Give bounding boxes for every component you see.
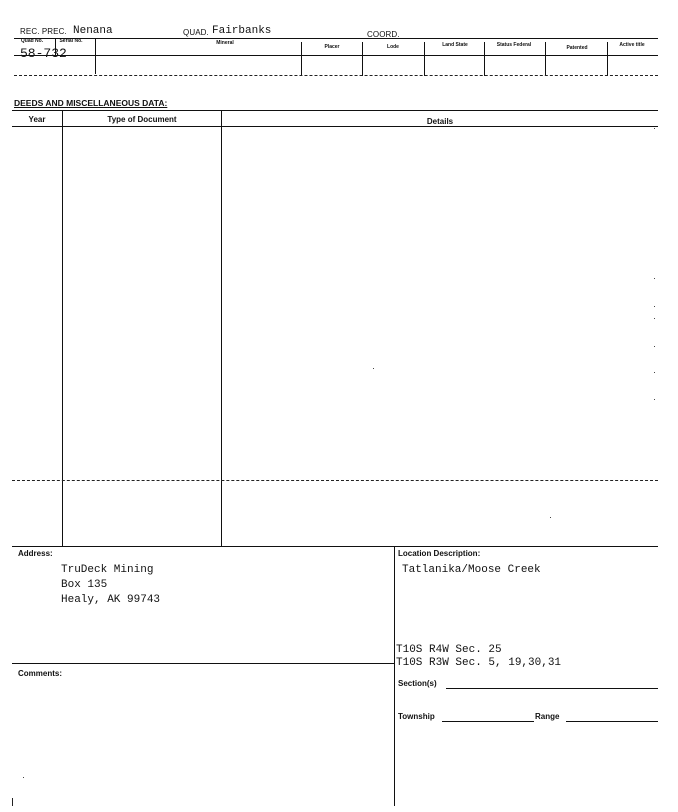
address-label: Address: — [18, 549, 53, 558]
col-status-federal: Status Federal — [496, 42, 532, 48]
address-line-1: TruDeck Mining — [61, 564, 154, 576]
col-active-title: Active title — [619, 42, 645, 48]
range-label: Range — [535, 712, 560, 721]
range-field-line — [566, 721, 658, 722]
claim-divider — [424, 42, 425, 76]
claim-divider — [545, 42, 546, 76]
claim-divider — [607, 42, 608, 76]
address-line-3: Healy, AK 99743 — [61, 594, 161, 606]
deeds-top-rule — [12, 110, 658, 111]
quad-serial-value: 58-732 — [20, 46, 67, 61]
col-type-of-document: Type of Document — [107, 115, 177, 124]
col-quad-no: Quad No. — [20, 38, 44, 44]
quad-value: Fairbanks — [212, 25, 272, 37]
address-line-2: Box 135 — [61, 579, 108, 591]
header-rule — [14, 38, 658, 39]
sections-label: Section(s) — [398, 679, 437, 688]
col-lode: Lode — [387, 44, 399, 50]
coord-label: COORD. — [367, 30, 400, 39]
legal-description-1: T10S R4W Sec. 25 — [396, 644, 502, 656]
col-year: Year — [28, 115, 46, 124]
quad-label: QUAD. — [183, 28, 209, 37]
col-patented: Patented — [566, 45, 588, 51]
claim-divider — [362, 42, 363, 76]
comments-top-rule — [12, 663, 394, 664]
claim-dashed-rule — [14, 75, 658, 76]
claim-divider — [95, 38, 96, 74]
sections-field-line — [446, 688, 658, 689]
claim-divider — [55, 38, 56, 55]
col-placer: Placer — [324, 44, 340, 50]
address-top-rule — [12, 546, 658, 547]
claim-divider — [301, 42, 302, 76]
claim-divider — [484, 42, 485, 76]
rec-prec-value: Nenana — [73, 25, 113, 37]
township-field-line — [442, 721, 534, 722]
col-serial-no: Serial No. — [59, 38, 83, 44]
location-value: Tatlanika/Moose Creek — [402, 564, 541, 576]
legal-description-2: T10S R3W Sec. 5, 19,30,31 — [396, 657, 562, 669]
rec-prec-label: REC. PREC. — [20, 27, 67, 36]
location-label: Location Description: — [398, 549, 481, 558]
township-label: Township — [398, 712, 435, 721]
col-mineral: Mineral — [216, 40, 234, 46]
comments-label: Comments: — [18, 669, 63, 678]
deeds-heading: DEEDS AND MISCELLANEOUS DATA: — [14, 98, 168, 108]
claim-header-rule — [14, 55, 658, 56]
col-land-state: Land State — [442, 42, 468, 48]
deeds-dashed-rule — [12, 480, 658, 481]
address-location-divider — [394, 546, 395, 806]
deeds-header-rule — [12, 126, 658, 127]
col-details: Details — [426, 117, 454, 126]
